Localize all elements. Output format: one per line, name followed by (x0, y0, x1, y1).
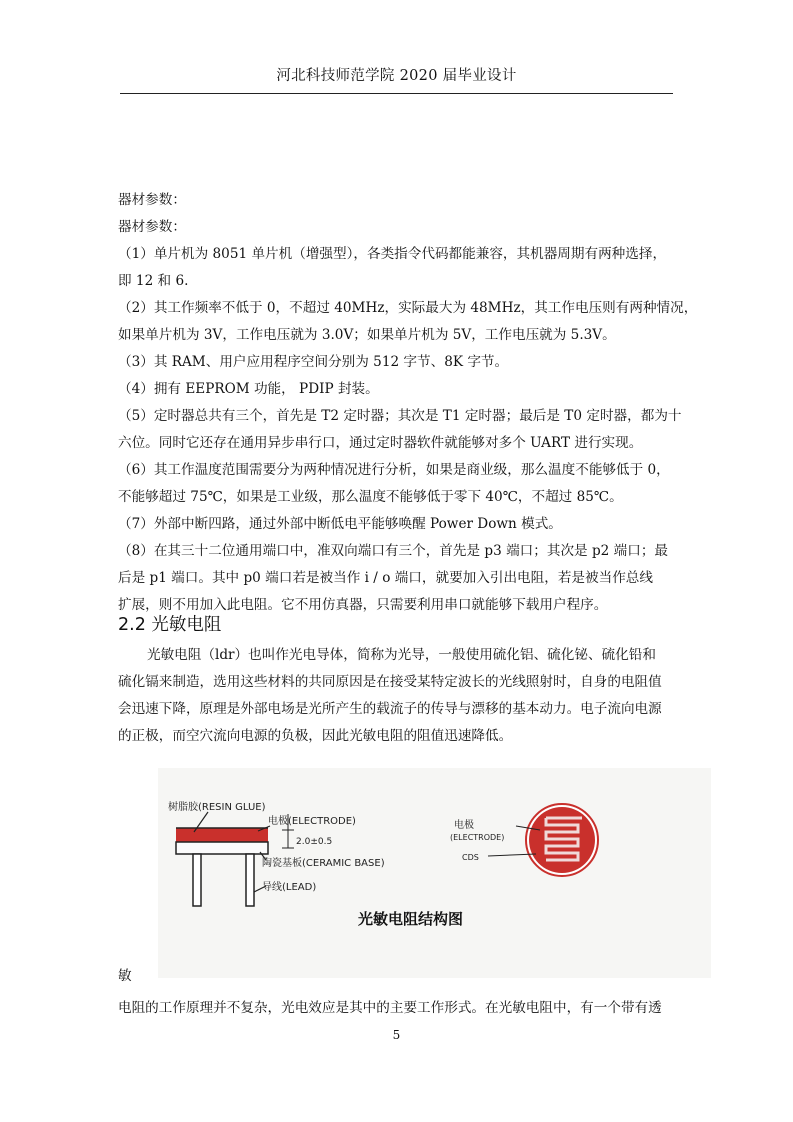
body-line: 不能够超过 75℃，如果是工业级，那么温度不能够低于零下 40℃，不超过 85℃。 (118, 489, 623, 505)
body-line: 器材参数： (118, 219, 186, 235)
cds-label: CDS (462, 853, 479, 862)
body-line: （7）外部中断四路，通过外部中断低电平能够唤醒 Power Down 模式。 (118, 516, 562, 532)
body-line: （6）其工作温度范围需要分为两种情况进行分析，如果是商业级，那么温度不能够低于 0， (118, 462, 670, 478)
lead-left (193, 854, 201, 906)
paragraph-line: 会迅速下降，原理是外部电场是光所产生的载流子的传导与漂移的基本动力。电子流向电源 (118, 701, 662, 717)
resin-label: 树脂胶(RESIN GLUE) (168, 802, 266, 813)
body-line: （4）拥有 EEPROM 功能， PDIP 封装。 (118, 381, 379, 397)
ldr-structure-diagram (158, 768, 711, 978)
body-line: 后是 p1 端口。其中 p0 端口若是被当作 i / o 端口，就要加入引出电阻，若是被当作总线 (118, 570, 653, 586)
resin-layer (176, 828, 268, 842)
body-line: 扩展，则不用加入此电阻。它不用仿真器，只需要利用串口就能够下载用户程序。 (118, 597, 608, 613)
body-line: （5）定时器总共有三个，首先是 T2 定时器；其次是 T1 定时器；最后是 T0 定时器，都为十 (118, 408, 682, 424)
lead-right (246, 854, 254, 906)
body-line: （1）单片机为 8051 单片机（增强型），各类指令代码都能兼容，其机器周期有两种选择， (118, 246, 667, 262)
page-number: 5 (392, 1028, 401, 1042)
electrode-right-label: 电极 (454, 820, 474, 831)
body-line: 六位。同时它还存在通用异步串行口，通过定时器软件就能够对多个 UART 进行实现。 (118, 435, 643, 451)
paragraph-line: 电阻的工作原理并不复杂，光电效应是其中的主要工作形式。在光敏电阻中，有一个带有透 (118, 1000, 662, 1016)
paragraph-line: 硫化镉来制造，选用这些材料的共同原因是在接受某特定波长的光线照射时，自身的电阻值 (118, 674, 662, 690)
electrode-label: 电极(ELECTRODE) (268, 816, 356, 827)
ceramic-label: 陶瓷基板(CERAMIC BASE) (262, 858, 385, 869)
ceramic-base (176, 842, 268, 854)
header-rule (120, 93, 673, 94)
dimension-label: 2.0±0.5 (296, 837, 333, 847)
running-header: 河北科技师范学院 2020 届毕业设计 (276, 68, 517, 84)
lead-label: 导线(LEAD) (262, 882, 317, 893)
cds-track (546, 818, 582, 860)
body-line: （2）其工作频率不低于 0，不超过 40MHz，实际最大为 48MHz，其工作电压则有两种情况， (118, 300, 698, 316)
section-heading: 2.2 光敏电阻 (118, 615, 222, 635)
body-line: （3）其 RAM、用户应用程序空间分别为 512 字节、8K 字节。 (118, 354, 509, 370)
ldr-structure-figure (158, 768, 711, 978)
figure-caption: 光敏电阻结构图 (358, 910, 464, 928)
body-line: 器材参数： (118, 192, 186, 208)
orphan-char: 敏 (118, 968, 132, 984)
body-line: 如果单片机为 3V，工作电压就为 3.0V；如果单片机为 5V，工作电压就为 5.3V。 (118, 327, 616, 343)
paragraph-line: 光敏电阻（ldr）也叫作光电导体，简称为光导，一般使用硫化铝、硫化铋、硫化铅和 (147, 647, 656, 663)
paragraph-line: 的正极，而空穴流向电源的负极，因此光敏电阻的阻值迅速降低。 (118, 728, 513, 744)
body-line: 即 12 和 6. (118, 273, 189, 289)
electrode-right-en-label: (ELECTRODE) (450, 833, 505, 842)
body-line: （8）在其三十二位通用端口中，准双向端口有三个，首先是 p3 端口；其次是 p2 端口；最 (118, 543, 669, 559)
